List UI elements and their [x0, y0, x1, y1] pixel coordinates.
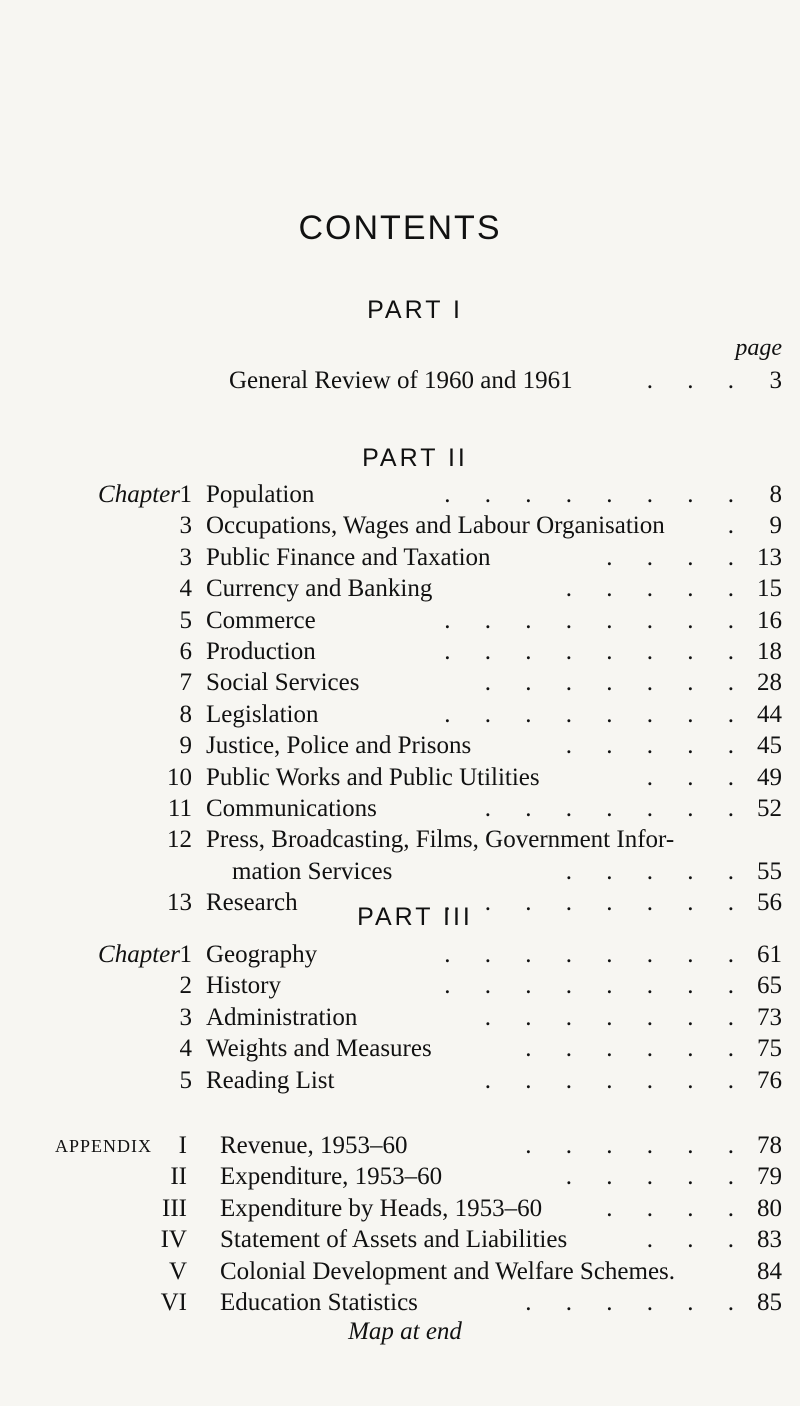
chapter-number: 1 [179, 481, 192, 508]
page-title: CONTENTS [298, 209, 502, 247]
entry-title: Commerce [206, 606, 316, 634]
leader-dots: . . . [646, 763, 748, 791]
toc-entry[interactable] [0, 637, 800, 667]
leader-dots: . . . . . . [525, 1035, 748, 1063]
chapter-number: 3 [179, 1003, 192, 1031]
entry-page: 3 [769, 367, 782, 394]
entry-page: 85 [757, 1289, 782, 1316]
chapter-number: 9 [179, 732, 192, 760]
chapter-number: 4 [179, 575, 192, 603]
entry-page: 13 [757, 543, 782, 571]
entry-title: Expenditure, 1953–60 [220, 1163, 443, 1191]
entry-page: 84 [757, 1257, 782, 1285]
chapter-number: 11 [167, 795, 192, 822]
appendix-number: II [170, 1163, 187, 1191]
chapter-number: 10 [167, 763, 192, 791]
toc-entry[interactable] [0, 574, 800, 604]
entry-page: 75 [757, 1035, 782, 1063]
entry-title: Weights and Measures [206, 1035, 432, 1063]
entry-title: Production [206, 638, 316, 665]
chapter-number: 6 [179, 638, 192, 665]
entry-page: 44 [757, 700, 782, 728]
leader-dots: . . . . . [565, 575, 748, 603]
chapter-number: 2 [179, 972, 192, 1000]
appendix-number: V [168, 1257, 187, 1285]
entry-page: 65 [757, 972, 782, 1000]
leader-dots: . . . . . . . . [444, 700, 748, 728]
leader-dots: . . . . . . [525, 1289, 748, 1316]
entry-title: Population [206, 481, 315, 508]
entry-page: 45 [757, 732, 782, 760]
entry-page: 83 [757, 1226, 782, 1254]
chapter-label: Chapter [98, 481, 180, 508]
leader-dots: . . . . . [565, 1163, 748, 1191]
entry-title: Administration [206, 1003, 358, 1031]
leader-dots: . . . . . . . [484, 1066, 748, 1094]
entry-page: 56 [757, 889, 782, 917]
chapter-number: 3 [179, 512, 192, 540]
entry-page: 52 [757, 795, 782, 822]
appendix-entry[interactable] [0, 1225, 800, 1255]
chapter-number: 3 [179, 543, 192, 571]
leader-dots: . . . . . . . . [444, 889, 748, 917]
entry-title: Social Services [206, 669, 360, 697]
appendix-number: III [162, 1194, 187, 1222]
appendix-entry[interactable] [0, 1162, 800, 1192]
entry-page: 73 [757, 1003, 782, 1031]
entry-title: Reading List [206, 1066, 335, 1094]
leader-dots: . . . . [606, 1194, 748, 1222]
toc-entry[interactable] [0, 1003, 800, 1033]
entry-page: 8 [769, 481, 782, 508]
entry-page: 76 [757, 1066, 782, 1094]
appendix-label: APPENDIX [55, 1136, 153, 1156]
entry-title: Revenue, 1953–60 [220, 1132, 408, 1159]
entry-title: Currency and Banking [206, 575, 433, 603]
leader-dots: . . . . . . . [484, 669, 748, 697]
toc-entry[interactable] [0, 731, 800, 761]
entry-title: mation Services [232, 857, 393, 885]
appendix-number: VI [160, 1289, 187, 1316]
part-2-heading: PART II [362, 444, 468, 472]
entry-title: History [206, 972, 281, 1000]
leader-dots: . . . . . . . . [444, 972, 748, 1000]
leader-dots: . . . [646, 1226, 748, 1254]
entry-title: Education Statistics [220, 1289, 418, 1316]
chapter-number: 4 [179, 1035, 192, 1063]
leader-dots: . . . . . [565, 732, 748, 760]
chapter-number: 8 [179, 700, 192, 728]
appendix-number: IV [160, 1226, 187, 1254]
chapter-number: 13 [167, 889, 192, 917]
toc-entry[interactable] [0, 1066, 800, 1096]
entry-page: 55 [757, 857, 782, 885]
entry-page: 9 [769, 512, 782, 540]
entry-page: 49 [757, 763, 782, 791]
toc-entry[interactable] [0, 857, 800, 887]
entry-page: 78 [757, 1132, 782, 1159]
leader-dots: . . . . . . . . [444, 638, 748, 665]
toc-entry[interactable] [0, 366, 800, 396]
entry-page: 15 [757, 575, 782, 603]
appendix-entry[interactable] [0, 1288, 800, 1318]
entry-title: Public Finance and Taxation [206, 543, 491, 571]
map-note: Map at end [348, 1318, 462, 1345]
entry-title: Geography [206, 941, 318, 968]
appendix-entry[interactable] [0, 1131, 800, 1161]
toc-entry[interactable] [0, 543, 800, 573]
toc-entry[interactable] [0, 794, 800, 824]
chapter-number: 5 [179, 1066, 192, 1094]
appendix-entry[interactable] [0, 1194, 800, 1224]
leader-dots: . . . . . . . . [444, 941, 748, 968]
entry-page: 61 [757, 941, 782, 968]
entry-page: 18 [757, 638, 782, 665]
entry-title: Expenditure by Heads, 1953–60 [220, 1194, 543, 1222]
chapter-number: 1 [179, 941, 192, 968]
appendix-number: I [178, 1132, 187, 1159]
entry-title: Occupations, Wages and Labour Organisation [206, 512, 665, 540]
entry-page: 80 [757, 1194, 782, 1222]
toc-entry[interactable] [0, 971, 800, 1001]
toc-entry[interactable] [0, 480, 800, 510]
toc-entry[interactable] [0, 700, 800, 730]
entry-title: Justice, Police and Prisons [206, 732, 472, 760]
leader-dots: . . . . . . [525, 1132, 748, 1159]
chapter-number: 7 [179, 669, 192, 697]
leader-dots: . . . . . [565, 857, 748, 885]
appendix-entry[interactable] [0, 1257, 800, 1287]
entry-page: 16 [757, 606, 782, 634]
entry-title: Research [206, 889, 298, 917]
toc-entry[interactable] [0, 825, 800, 855]
page-column-label: page [735, 335, 782, 361]
leader-dots: . [727, 512, 748, 540]
toc-entry[interactable] [0, 940, 800, 970]
chapter-label: Chapter [98, 941, 180, 968]
toc-entry[interactable] [0, 606, 800, 636]
leader-dots: . . . . . . . [484, 795, 748, 822]
toc-entry[interactable] [0, 1034, 800, 1064]
leader-dots: . . . . [606, 543, 748, 571]
part-3-heading: PART III [357, 903, 473, 931]
entry-title: Colonial Development and Welfare Schemes. [220, 1257, 676, 1285]
toc-entry[interactable] [0, 763, 800, 793]
part-1-heading: PART I [367, 296, 463, 324]
chapter-number: 5 [179, 606, 192, 634]
leader-dots: . . . [646, 367, 748, 394]
leader-dots: . . . . . . . . [444, 606, 748, 634]
chapter-number: 12 [167, 826, 192, 854]
leader-dots: . . . . . . . . [444, 481, 748, 508]
entry-title: Communications [206, 795, 377, 822]
toc-entry[interactable] [0, 511, 800, 541]
entry-title: General Review of 1960 and 1961 [229, 367, 573, 394]
entry-title: Public Works and Public Utilities [206, 763, 540, 791]
leader-dots: . . . . . . . [484, 1003, 748, 1031]
entry-page: 79 [757, 1163, 782, 1191]
toc-entry[interactable] [0, 668, 800, 698]
entry-title: Statement of Assets and Liabilities [220, 1226, 568, 1254]
entry-page: 28 [757, 669, 782, 697]
entry-title: Legislation [206, 700, 319, 728]
entry-title: Press, Broadcasting, Films, Government Infor- [206, 826, 675, 854]
